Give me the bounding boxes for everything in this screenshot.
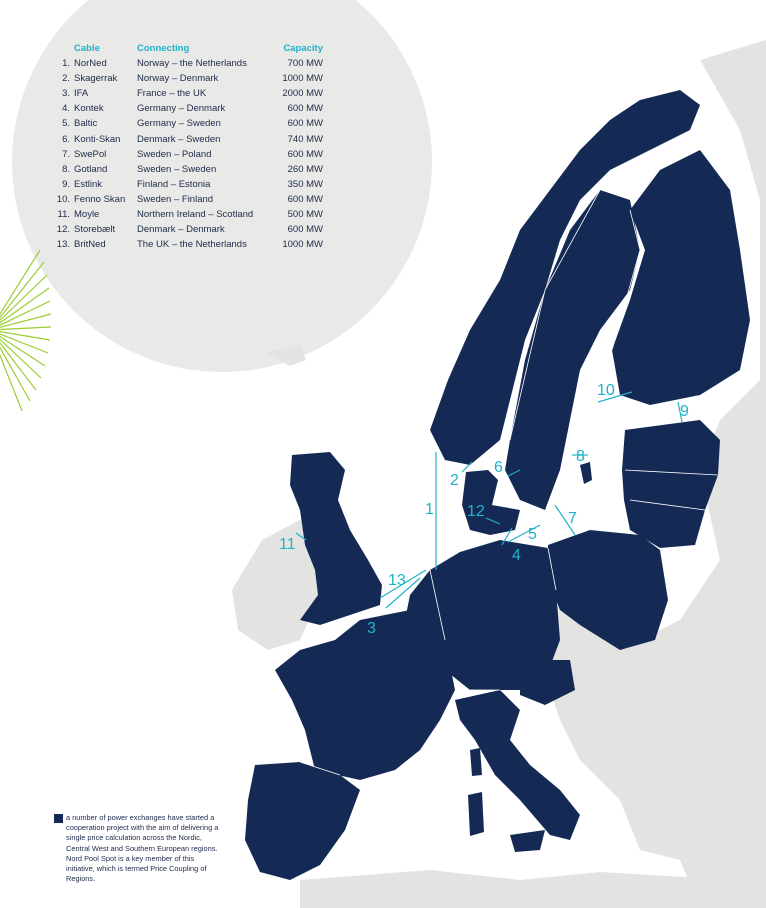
cable-connecting: Norway – Denmark bbox=[137, 73, 219, 85]
cable-name: Kontek bbox=[74, 103, 104, 115]
cable-capacity: 2000 MW bbox=[282, 88, 323, 100]
cable-capacity: 600 MW bbox=[287, 193, 323, 205]
row-number: 5. bbox=[62, 118, 70, 130]
map-label: 6 bbox=[494, 459, 503, 476]
row-number: 12. bbox=[56, 224, 70, 236]
row-number: 11. bbox=[57, 209, 70, 221]
cable-name: Gotland bbox=[74, 163, 108, 175]
map-label: 8 bbox=[576, 448, 585, 465]
cable-connecting: Germany – Denmark bbox=[137, 103, 226, 115]
table-row bbox=[52, 116, 323, 131]
table-row bbox=[52, 177, 323, 192]
cable-connecting: Denmark – Sweden bbox=[137, 133, 221, 145]
map-label: 12 bbox=[467, 503, 485, 520]
map-label: 3 bbox=[367, 620, 376, 637]
cable-name: BritNed bbox=[74, 239, 106, 251]
table-row bbox=[52, 71, 323, 86]
table-row bbox=[52, 132, 323, 147]
cable-capacity: 1000 MW bbox=[282, 239, 323, 251]
cable-name: SwePol bbox=[74, 148, 107, 160]
table-row bbox=[52, 207, 323, 222]
map-label: 13 bbox=[388, 572, 406, 589]
cable-table-header bbox=[52, 41, 323, 56]
map-label: 7 bbox=[568, 510, 577, 527]
cable-table bbox=[52, 41, 323, 252]
cable-capacity: 600 MW bbox=[287, 103, 323, 115]
cable-connecting: Sweden – Finland bbox=[137, 193, 214, 205]
cable-name: Moyle bbox=[74, 209, 100, 221]
cable-connecting: Northern Ireland – Scotland bbox=[137, 209, 254, 221]
cable-capacity: 600 MW bbox=[287, 118, 323, 130]
cable-connecting: The UK – the Netherlands bbox=[137, 239, 247, 251]
cable-capacity: 500 MW bbox=[287, 209, 323, 221]
table-row bbox=[52, 162, 323, 177]
cable-name: Fenno Skan bbox=[74, 193, 126, 205]
cable-table-body bbox=[52, 56, 323, 252]
cable-name: IFA bbox=[74, 88, 89, 100]
legend bbox=[54, 813, 224, 884]
cable-capacity: 740 MW bbox=[287, 133, 323, 145]
header-capacity: Capacity bbox=[283, 43, 323, 54]
row-number: 8. bbox=[62, 163, 70, 175]
row-number: 1. bbox=[62, 58, 70, 70]
table-row bbox=[52, 237, 323, 252]
row-number: 7. bbox=[62, 148, 70, 160]
map-label: 2 bbox=[450, 472, 459, 489]
header-connecting: Connecting bbox=[137, 43, 190, 54]
cable-connecting: Sweden – Poland bbox=[137, 148, 212, 160]
cable-name: Konti-Skan bbox=[74, 133, 121, 145]
legend-swatch bbox=[54, 814, 63, 823]
cable-connecting: Germany – Sweden bbox=[137, 118, 221, 130]
cable-capacity: 700 MW bbox=[287, 58, 323, 70]
cable-name: Skagerrak bbox=[74, 73, 118, 85]
cable-connecting: France – the UK bbox=[137, 88, 207, 100]
table-row bbox=[52, 222, 323, 237]
cable-capacity: 600 MW bbox=[287, 148, 323, 160]
legend-text: a number of power exchanges have started a cooperation project with the aim of delivering a single price calculation across the Nordic, Central West and Southern European regions. Nord Pool Spot is a key member of this initiative, which is termed Price Coupling of Regions. bbox=[66, 813, 219, 884]
cable-capacity: 260 MW bbox=[287, 163, 323, 175]
map-label: 11 bbox=[279, 536, 296, 553]
cable-name: NorNed bbox=[74, 58, 107, 70]
map-label: 1 bbox=[425, 501, 434, 518]
cable-name: Baltic bbox=[74, 118, 98, 130]
cable-capacity: 350 MW bbox=[287, 178, 323, 190]
row-number: 6. bbox=[62, 133, 70, 145]
cable-connecting: Norway – the Netherlands bbox=[137, 58, 247, 70]
map-label: 9 bbox=[680, 403, 689, 420]
table-row bbox=[52, 56, 323, 71]
table-row bbox=[52, 101, 323, 116]
row-number: 9. bbox=[62, 178, 70, 190]
table-row bbox=[52, 147, 323, 162]
row-number: 10. bbox=[56, 193, 70, 205]
map-label: 4 bbox=[512, 547, 521, 564]
cable-connecting: Sweden – Sweden bbox=[137, 163, 217, 175]
row-number: 3. bbox=[62, 88, 70, 100]
cable-name: Storebælt bbox=[74, 224, 116, 236]
sunburst-decoration bbox=[0, 250, 51, 411]
row-number: 4. bbox=[62, 103, 70, 115]
cable-connecting: Denmark – Denmark bbox=[137, 224, 225, 236]
map-label: 10 bbox=[597, 382, 615, 399]
cable-name: Estlink bbox=[74, 178, 102, 190]
cable-capacity: 600 MW bbox=[287, 224, 323, 236]
cable-connecting: Finland – Estonia bbox=[137, 178, 211, 190]
row-number: 13. bbox=[56, 239, 70, 251]
table-row bbox=[52, 192, 323, 207]
header-cable: Cable bbox=[74, 43, 100, 54]
cable-capacity: 1000 MW bbox=[282, 73, 323, 85]
table-row bbox=[52, 86, 323, 101]
map-label: 5 bbox=[528, 526, 537, 543]
row-number: 2. bbox=[62, 73, 70, 85]
